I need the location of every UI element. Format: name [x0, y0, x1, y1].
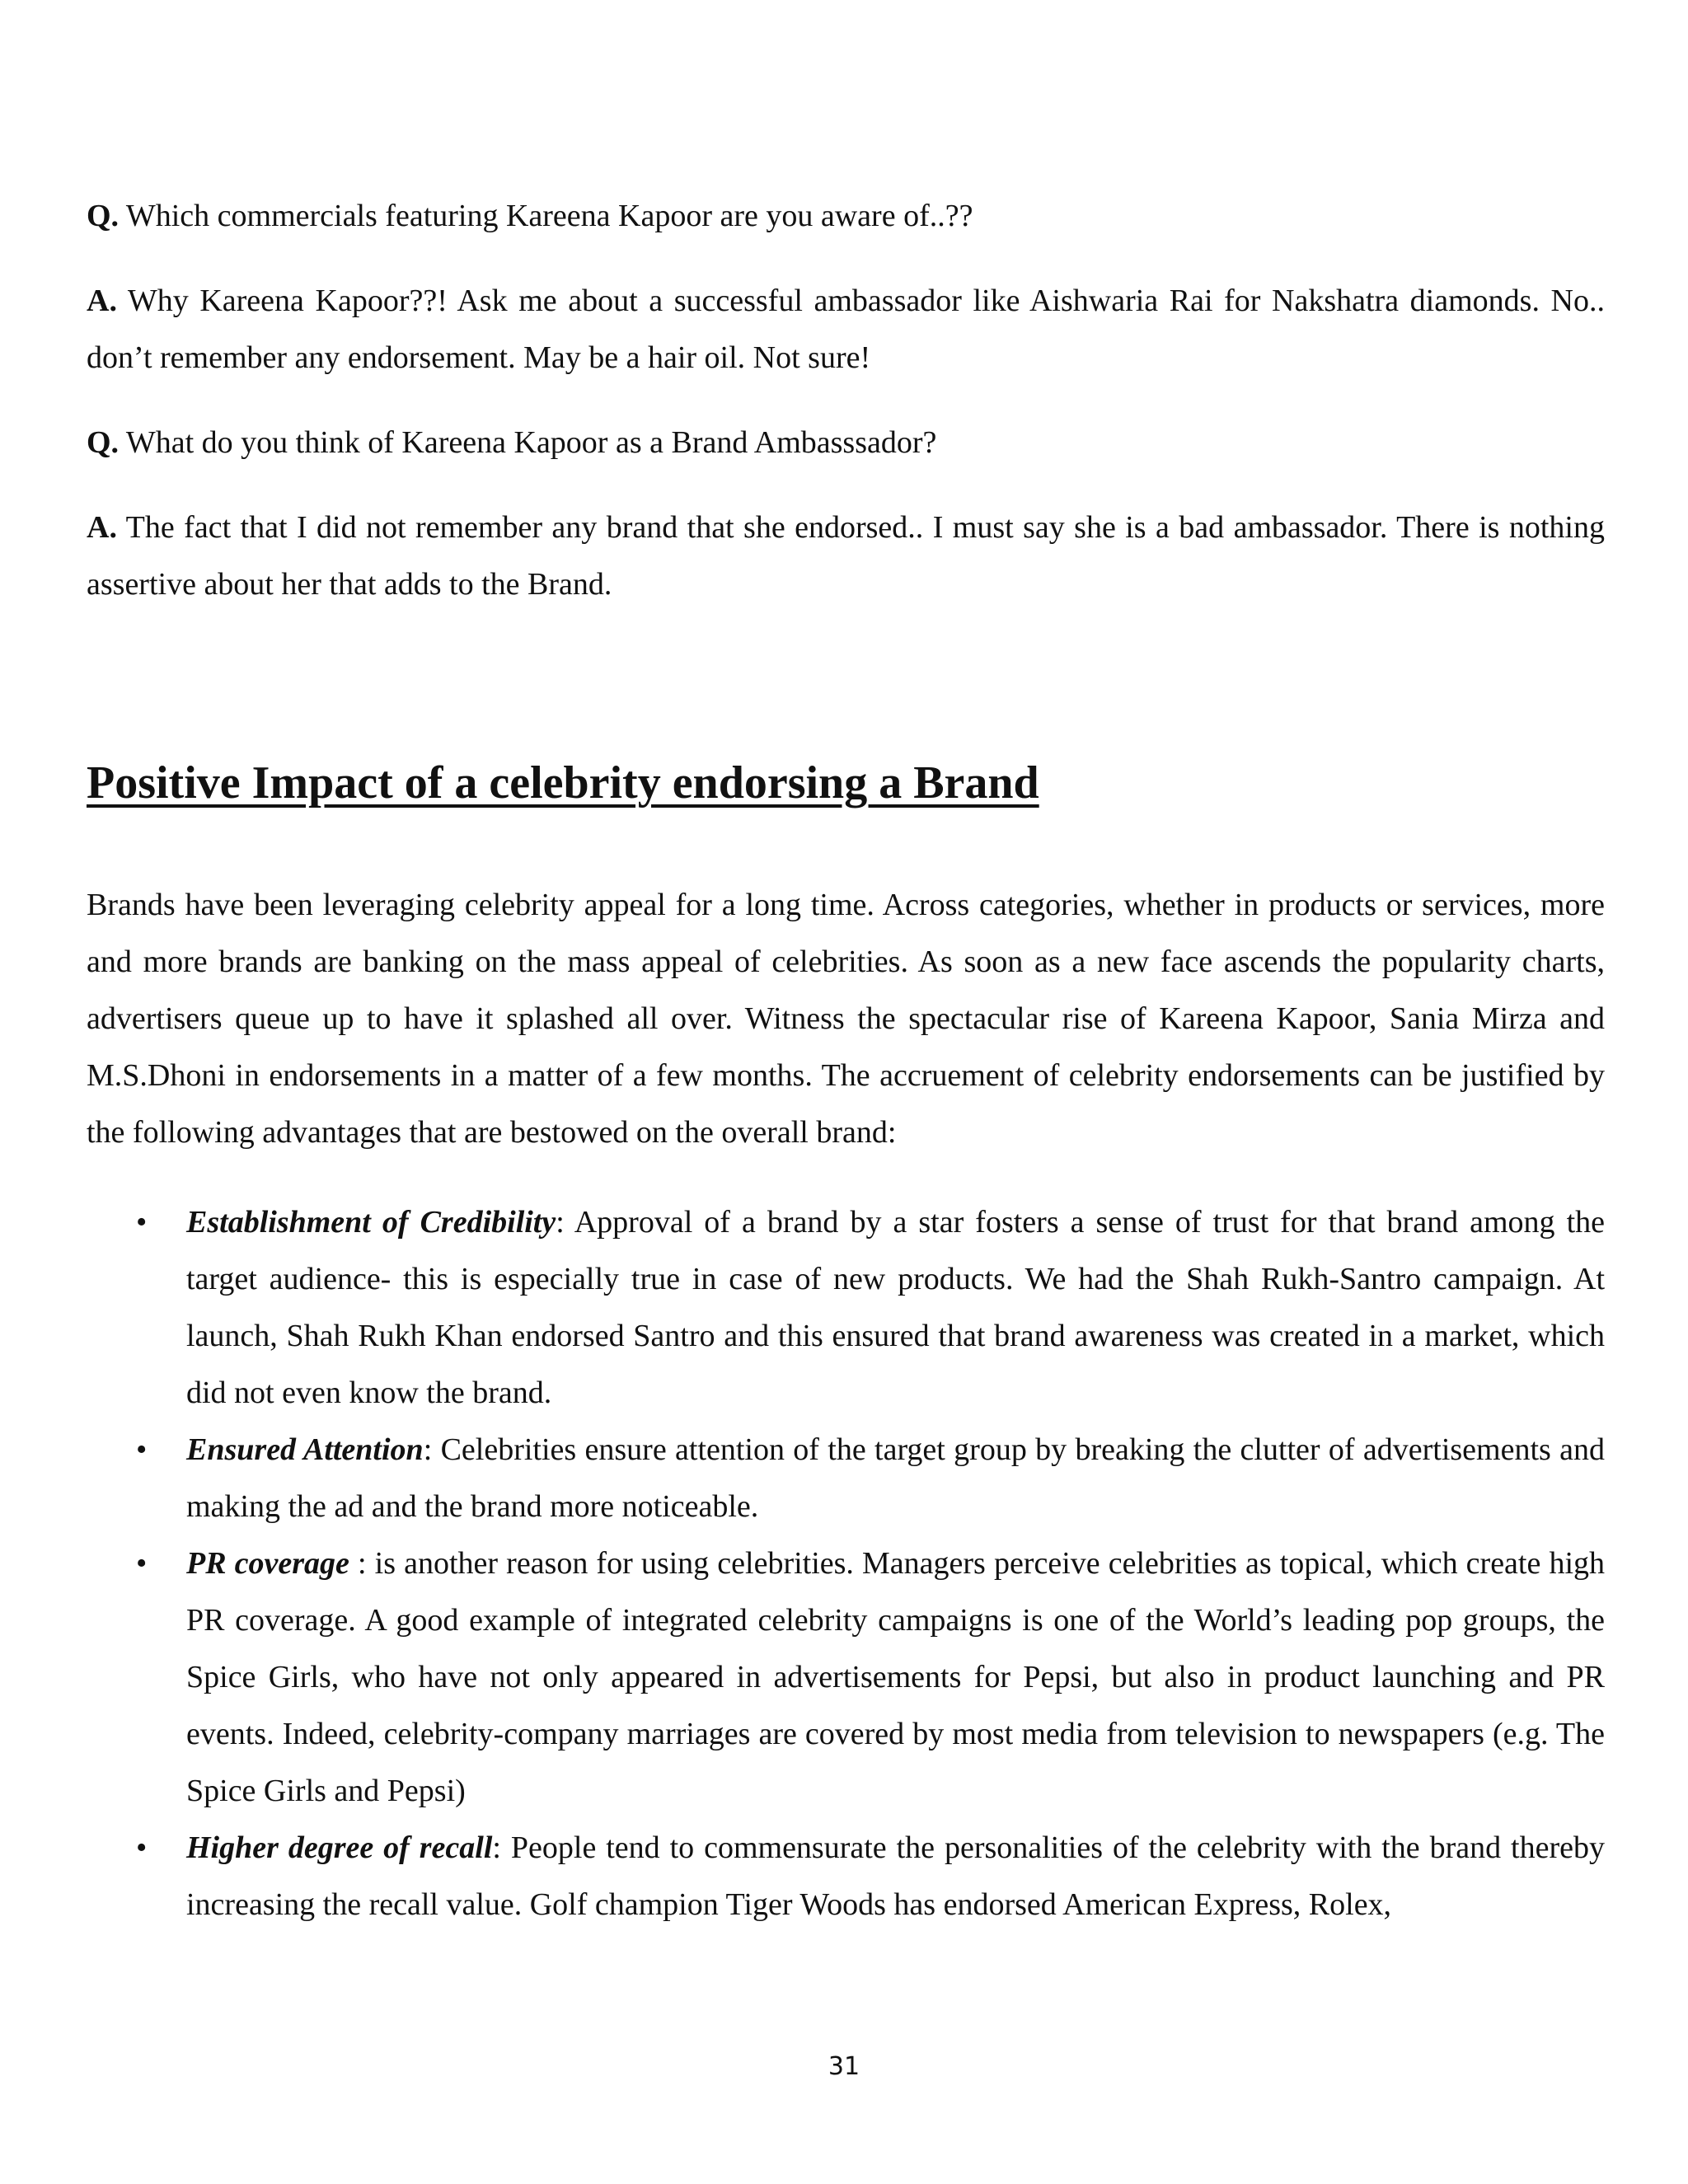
intro-paragraph: Brands have been leveraging celebrity appeal for a long time. Across categories, whether in products or services, more and more brands are banking on the mass appeal of celebrities. As soon as a new face ascends the popularity charts, advertisers queue up to have it splashed all over. Witness the spectacular rise of Kareena Kapoor, Sania Mirza and M.S.Dhoni in endorsements in a matter of a few months. The accruement of celebrity endorsements can be justified by the following advantages that are bestowed on the overall brand:: [87, 888, 1605, 1150]
page-content: [87, 188, 1605, 1933]
answer-text: The fact that I did not remember any brand that she endorsed.. I must say she is a bad ambassador. There is nothing assertive about her that adds to the Brand.: [87, 510, 1605, 602]
list-item: [87, 1194, 1605, 1422]
advantages-list: [87, 1194, 1605, 1933]
list-item-text: : People tend to commensurate the personalities of the celebrity with the brand thereby increasing the recall value. Golf champion Tiger Woods has endorsed American Express, Rolex,: [186, 1830, 1605, 1922]
question-text: What do you think of Kareena Kapoor as a Brand Ambasssador?: [119, 425, 937, 460]
answer-paragraph: [87, 499, 1605, 613]
answer-prefix: A.: [87, 510, 117, 545]
page-number: 31: [828, 2052, 860, 2081]
list-item-term: PR coverage: [186, 1546, 349, 1581]
list-item-term: Ensured Attention: [186, 1432, 424, 1467]
list-item-text: : is another reason for using celebrities. Managers perceive celebrities as topical, which create high PR coverage. A good example of integrated celebrity campaigns is one of the World’s leading pop groups, the Spice Girls, who have not only appeared in advertisements for Pepsi, but also in product launching and PR events. Indeed, celebrity-company marriages are covered by most media from television to newspapers (e.g. The Spice Girls and Pepsi): [186, 1546, 1606, 1808]
list-item-term: Higher degree of recall: [186, 1830, 493, 1865]
list-item: [87, 1422, 1605, 1535]
list-item: [87, 1820, 1605, 1933]
question-prefix: Q.: [87, 199, 120, 233]
list-item: [87, 1535, 1605, 1820]
list-item-term: Establishment of Credibility: [186, 1205, 556, 1240]
bullet-icon: •: [136, 1830, 148, 1865]
answer-paragraph: [87, 273, 1605, 387]
answer-prefix: A.: [87, 284, 117, 318]
section-heading: Positive Impact of a celebrity endorsing a Brand: [87, 757, 1039, 808]
list-item-text: : Celebrities ensure attention of the target group by breaking the clutter of advertisements and making the ad and the brand more noticeable.: [186, 1432, 1606, 1524]
bullet-icon: •: [136, 1205, 148, 1240]
question-text: Which commercials featuring Kareena Kapoor are you aware of..??: [119, 199, 973, 233]
question-paragraph: [87, 188, 1605, 245]
answer-text: Why Kareena Kapoor??! Ask me about a successful ambassador like Aishwaria Rai for Nakshatra diamonds. No.. don’t remember any endorsement. May be a hair oil. Not sure!: [87, 284, 1605, 375]
bullet-icon: •: [136, 1432, 148, 1467]
list-item-text: : Approval of a brand by a star fosters a sense of trust for that brand among the target audience- this is especially true in case of new products. We had the Shah Rukh-Santro campaign. At launch, Shah Rukh Khan endorsed Santro and this ensured that brand awareness was created in a market, which did not even know the brand.: [186, 1205, 1605, 1410]
question-prefix: Q.: [87, 425, 120, 460]
question-paragraph: [87, 415, 1605, 471]
bullet-icon: •: [136, 1546, 148, 1581]
